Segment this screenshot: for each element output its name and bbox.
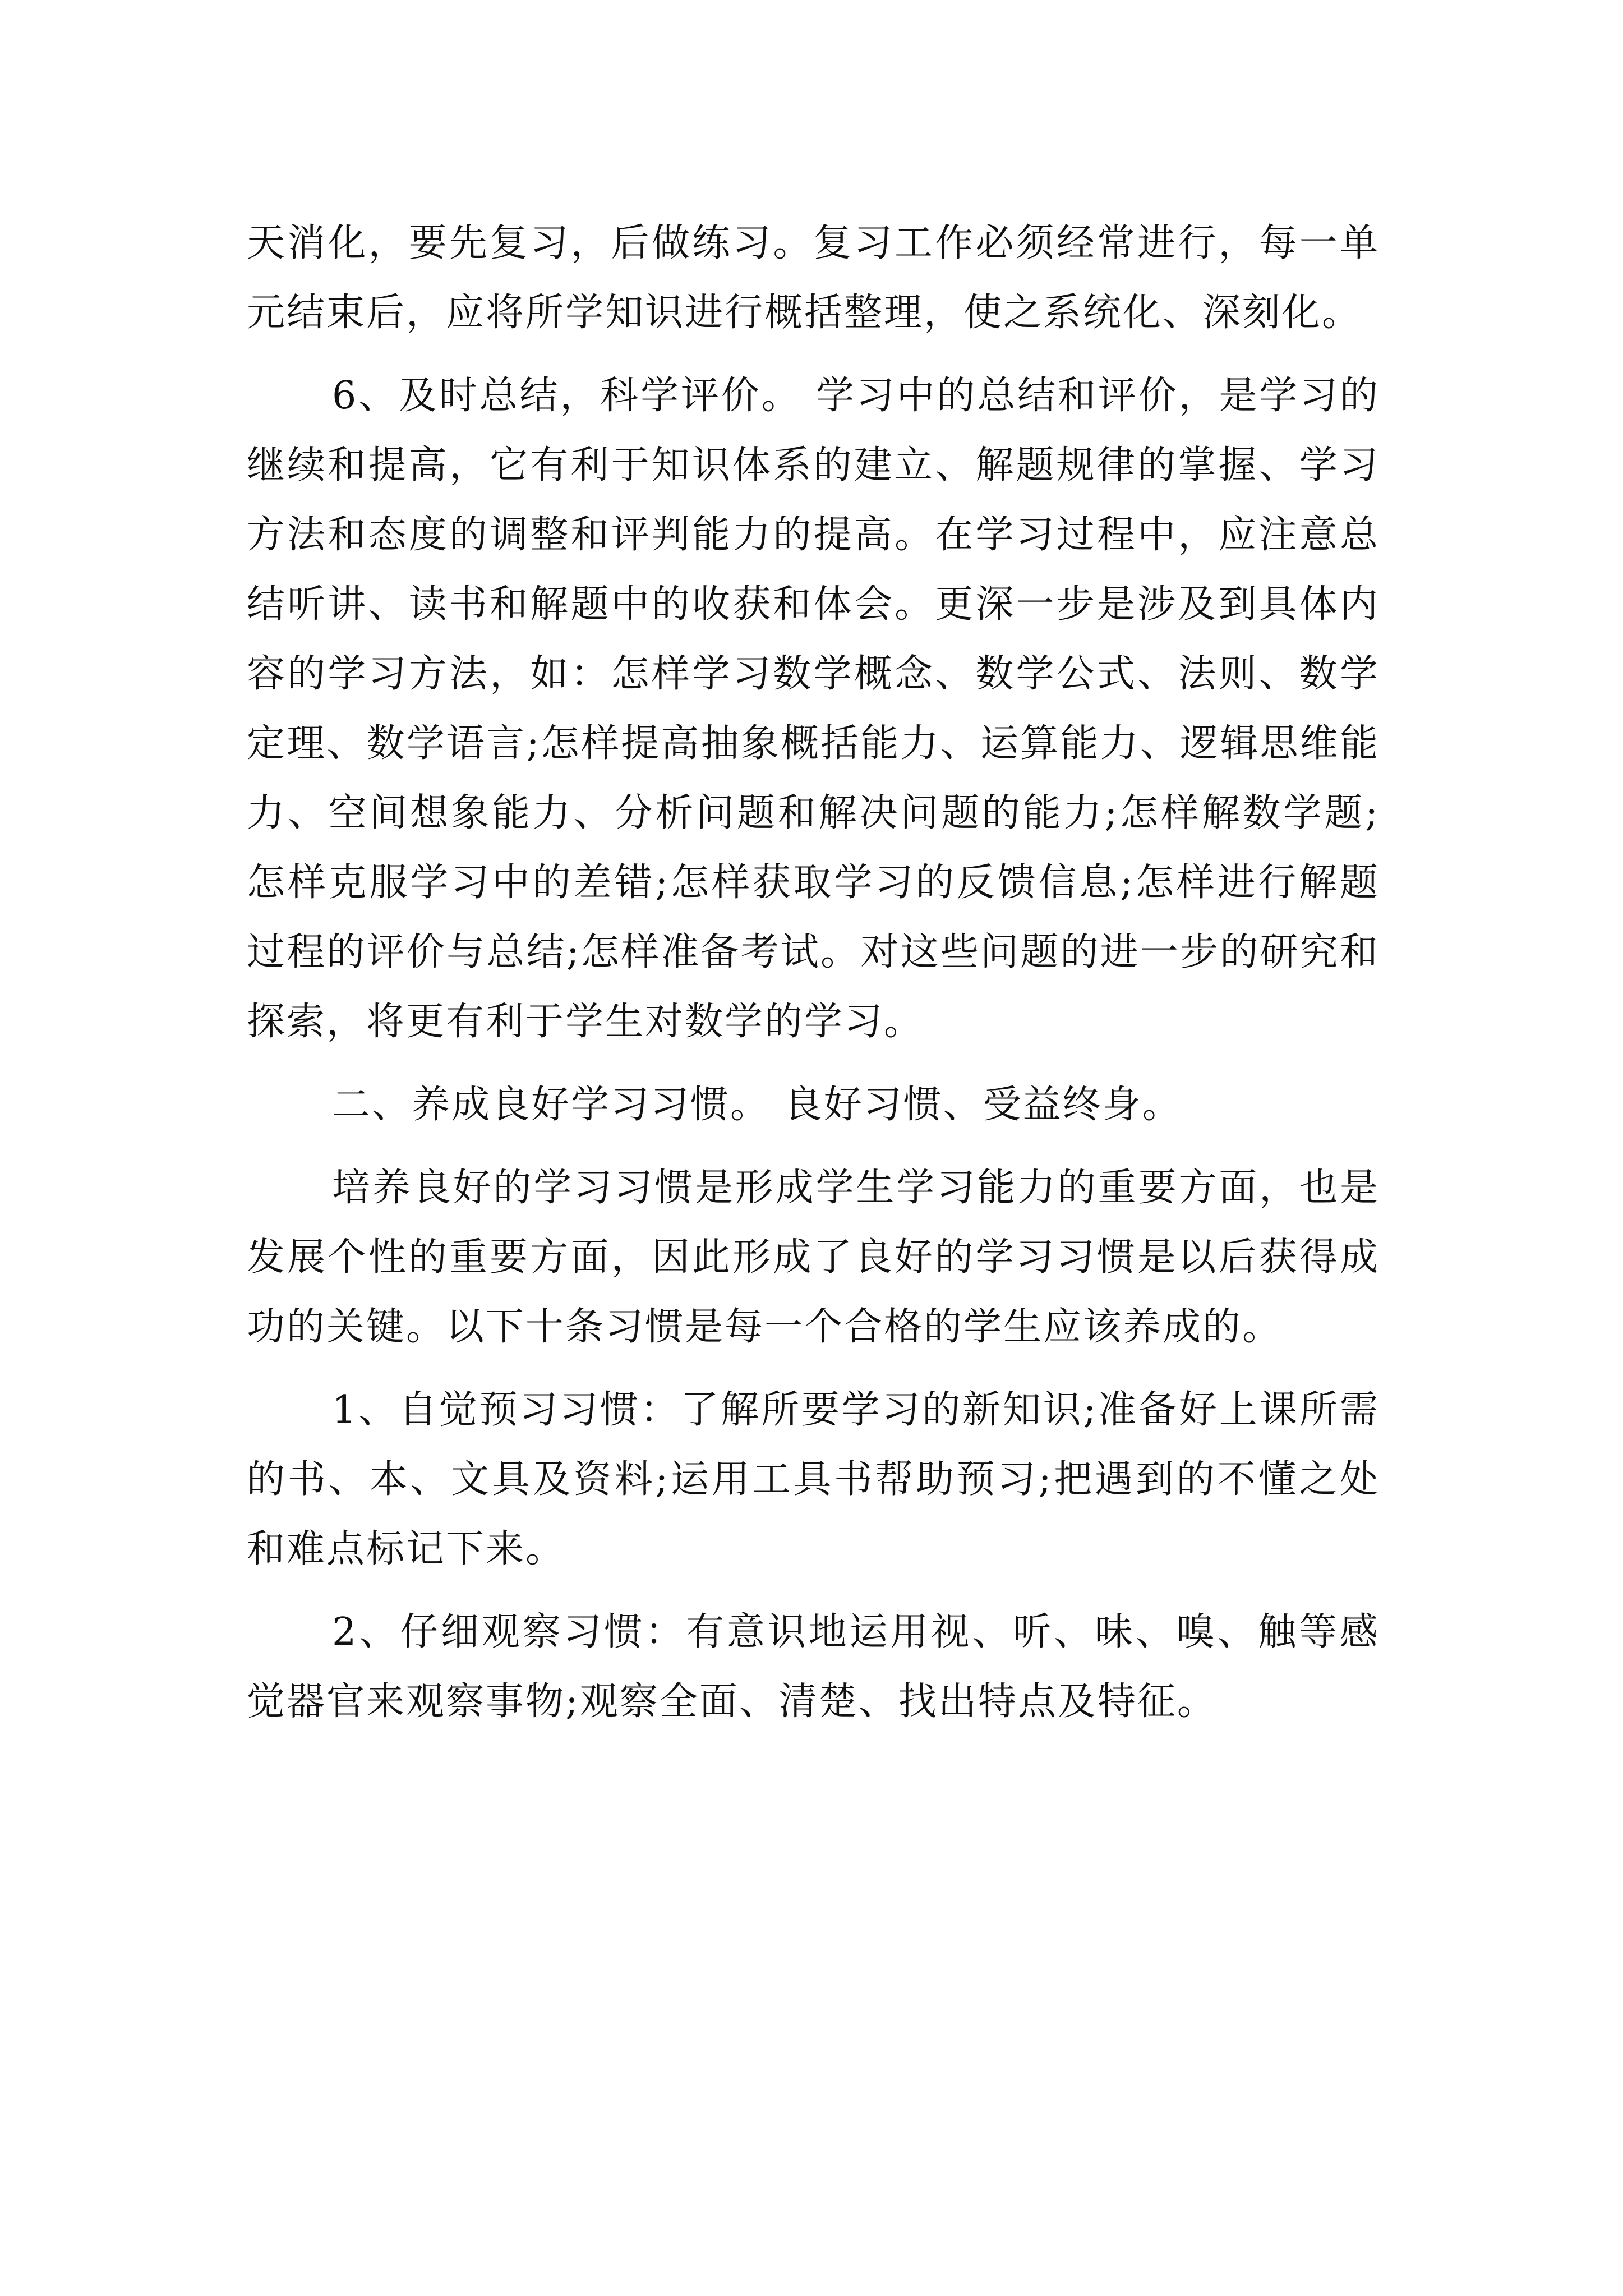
paragraph-habit-preview: 1、自觉预习习惯：了解所要学习的新知识;准备好上课所需的书、本、文具及资料;运用工具书帮助预习;把遇到的不懂之处和难点标记下来。	[247, 1388, 1380, 1571]
paragraph-habit-observation: 2、仔细观察习惯：有意识地运用视、听、味、嗅、触等感觉器官来观察事物;观察全面、清楚、找出特点及特征。	[247, 1610, 1380, 1724]
document-body	[247, 209, 1380, 1750]
paragraph-summary-evaluation: 6、及时总结，科学评价。 学习中的总结和评价，是学习的继续和提高，它有利于知识体系的建立、解题规律的掌握、学习方法和态度的调整和评判能力的提高。在学习过程中，应注意总结听讲、读书和解题中的收获和体会。更深一步是涉及到具体内容的学习方法，如：怎样学习数学概念、数学公式、法则、数学定理、数学语言;怎样提高抽象概括能力、运算能力、逻辑思维能力、空间想象能力、分析问题和解决问题的能力;怎样解数学题;怎样克服学习中的差错;怎样获取学习的反馈信息;怎样进行解题过程的评价与总结;怎样准备考试。对这些问题的进一步的研究和探索，将更有利于学生对数学的学习。	[247, 374, 1380, 1044]
paragraph-continuation: 天消化，要先复习，后做练习。复习工作必须经常进行，每一单元结束后，应将所学知识进行概括整理，使之系统化、深刻化。	[247, 221, 1380, 335]
paragraph-habits-intro: 培养良好的学习习惯是形成学生学习能力的重要方面，也是发展个性的重要方面，因此形成了良好的学习习惯是以后获得成功的关键。以下十条习惯是每一个合格的学生应该养成的。	[247, 1166, 1380, 1349]
section-heading-good-habits: 二、养成良好学习习惯。 良好习惯、受益终身。	[332, 1083, 1182, 1127]
